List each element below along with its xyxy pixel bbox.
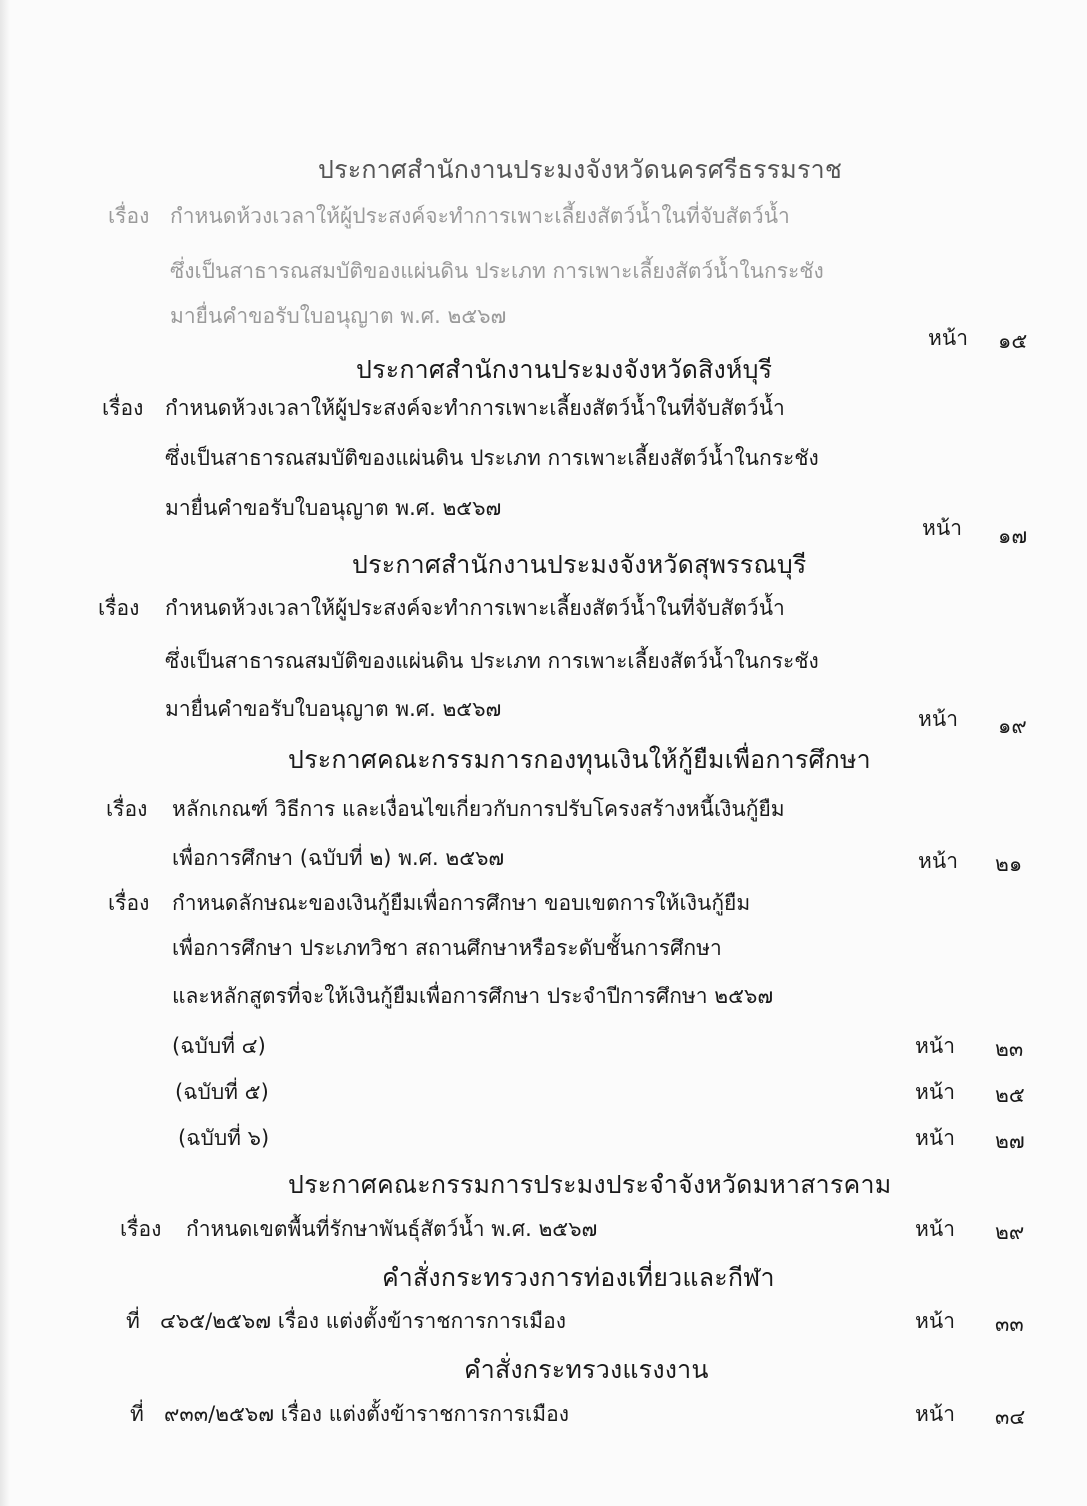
scan-edge-shadow: [0, 0, 10, 1506]
entry-label: เรื่อง: [108, 204, 150, 228]
entry-label: ที่: [126, 1309, 140, 1333]
entry-label: เรื่อง: [102, 396, 144, 420]
page-number: ๒๓: [995, 1037, 1024, 1061]
edition-line: (ฉบับที่ ๔): [172, 1034, 266, 1058]
section-heading: ประกาศสำนักงานประมงจังหวัดนครศรีธรรมราช: [318, 155, 843, 184]
entry-line: หลักเกณฑ์ วิธีการ และเงื่อนไขเกี่ยวกับการปรับโครงสร้างหนี้เงินกู้ยืม: [172, 797, 785, 821]
page-label: หน้า: [915, 1126, 955, 1150]
edition-line: (ฉบับที่ ๕): [175, 1080, 269, 1104]
page-label: หน้า: [915, 1217, 955, 1241]
entry-label: เรื่อง: [98, 596, 140, 620]
entry-line: มายื่นคำขอรับใบอนุญาต พ.ศ. ๒๕๖๗: [170, 304, 507, 328]
page-number: ๒๗: [995, 1129, 1025, 1153]
section-heading: ประกาศคณะกรรมการประมงประจำจังหวัดมหาสารคาม: [288, 1170, 892, 1199]
entry-line: เพื่อการศึกษา (ฉบับที่ ๒) พ.ศ. ๒๕๖๗: [172, 846, 505, 870]
entry-label: ที่: [130, 1402, 144, 1426]
page-number: ๑๗: [998, 524, 1028, 548]
entry-label: เรื่อง: [106, 797, 148, 821]
entry-line: ซึ่งเป็นสาธารณสมบัติของแผ่นดิน ประเภท การเพาะเลี้ยงสัตว์น้ำในกระชัง: [165, 649, 819, 673]
section-heading: คำสั่งกระทรวงการท่องเที่ยวและกีฬา: [382, 1263, 775, 1292]
section-heading: ประกาศสำนักงานประมงจังหวัดสิงห์บุรี: [356, 355, 773, 384]
page-label: หน้า: [918, 849, 958, 873]
page-label: หน้า: [928, 326, 968, 350]
entry-line: กำหนดลักษณะของเงินกู้ยืมเพื่อการศึกษา ขอบเขตการให้เงินกู้ยืม: [172, 891, 751, 915]
page-number: ๑๕: [998, 329, 1028, 353]
page-number: ๓๓: [995, 1312, 1024, 1336]
page-number: ๓๔: [995, 1405, 1026, 1429]
entry-label: เรื่อง: [108, 891, 150, 915]
entry-line: ซึ่งเป็นสาธารณสมบัติของแผ่นดิน ประเภท การเพาะเลี้ยงสัตว์น้ำในกระชัง: [165, 446, 819, 470]
page-label: หน้า: [918, 707, 958, 731]
page-label: หน้า: [915, 1080, 955, 1104]
entry-line: ๙๓๓/๒๕๖๗ เรื่อง แต่งตั้งข้าราชการการเมือง: [164, 1402, 569, 1426]
entry-line: กำหนดห้วงเวลาให้ผู้ประสงค์จะทำการเพาะเลี้ยงสัตว์น้ำในที่จับสัตว์น้ำ: [165, 396, 785, 420]
entry-line: กำหนดห้วงเวลาให้ผู้ประสงค์จะทำการเพาะเลี้ยงสัตว์น้ำในที่จับสัตว์น้ำ: [165, 596, 785, 620]
section-heading: คำสั่งกระทรวงแรงงาน: [464, 1355, 709, 1384]
page-number: ๑๙: [998, 714, 1027, 738]
entry-line: มายื่นคำขอรับใบอนุญาต พ.ศ. ๒๕๖๗: [165, 496, 502, 520]
page-number: ๒๑: [995, 852, 1023, 876]
entry-line: กำหนดห้วงเวลาให้ผู้ประสงค์จะทำการเพาะเลี้ยงสัตว์น้ำในที่จับสัตว์น้ำ: [170, 204, 790, 228]
page-label: หน้า: [915, 1402, 955, 1426]
entry-line: กำหนดเขตพื้นที่รักษาพันธุ์สัตว์น้ำ พ.ศ. ๒๕๖๗: [186, 1217, 598, 1241]
entry-line: ๔๖๕/๒๕๖๗ เรื่อง แต่งตั้งข้าราชการการเมือง: [160, 1309, 566, 1333]
page-number: ๒๕: [995, 1083, 1025, 1107]
page-label: หน้า: [922, 516, 962, 540]
section-heading: ประกาศคณะกรรมการกองทุนเงินให้กู้ยืมเพื่อการศึกษา: [288, 745, 871, 774]
entry-line: มายื่นคำขอรับใบอนุญาต พ.ศ. ๒๕๖๗: [165, 697, 502, 721]
entry-line: และหลักสูตรที่จะให้เงินกู้ยืมเพื่อการศึกษา ประจำปีการศึกษา ๒๕๖๗: [172, 984, 774, 1008]
section-heading: ประกาศสำนักงานประมงจังหวัดสุพรรณบุรี: [352, 550, 807, 579]
page-number: ๒๙: [995, 1220, 1025, 1244]
page-label: หน้า: [915, 1309, 955, 1333]
entry-label: เรื่อง: [120, 1217, 162, 1241]
edition-line: (ฉบับที่ ๖): [178, 1126, 270, 1150]
page-label: หน้า: [915, 1034, 955, 1058]
entry-line: เพื่อการศึกษา ประเภทวิชา สถานศึกษาหรือระดับชั้นการศึกษา: [172, 936, 722, 960]
entry-line: ซึ่งเป็นสาธารณสมบัติของแผ่นดิน ประเภท การเพาะเลี้ยงสัตว์น้ำในกระชัง: [170, 259, 824, 283]
